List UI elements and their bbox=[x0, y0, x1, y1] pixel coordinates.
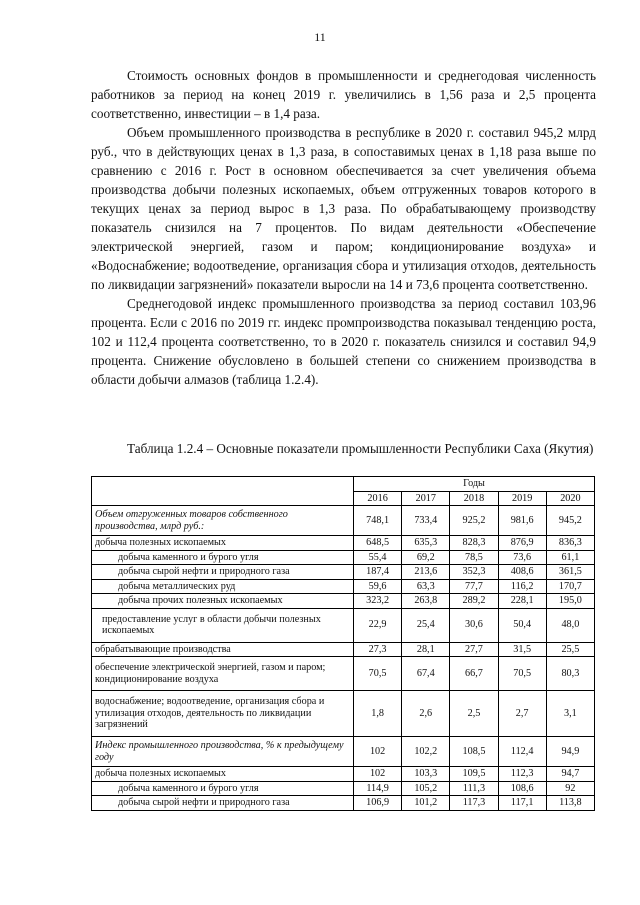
row-value: 102,2 bbox=[402, 737, 450, 767]
row-label: водоснабжение; водоотведение, организация сбора и утилизация отходов, деятельность по ликвидации загрязнений bbox=[92, 691, 354, 737]
row-value: 94,7 bbox=[546, 767, 594, 782]
row-value: 22,9 bbox=[354, 608, 402, 642]
row-value: 733,4 bbox=[402, 506, 450, 536]
row-value: 66,7 bbox=[450, 657, 498, 691]
body-text bbox=[91, 66, 596, 389]
row-value: 1,8 bbox=[354, 691, 402, 737]
row-value: 195,0 bbox=[546, 594, 594, 609]
row-value: 70,5 bbox=[498, 657, 546, 691]
row-value: 50,4 bbox=[498, 608, 546, 642]
row-value: 31,5 bbox=[498, 642, 546, 657]
table-row bbox=[92, 691, 595, 737]
row-label: добыча полезных ископаемых bbox=[92, 767, 354, 782]
row-value: 263,8 bbox=[402, 594, 450, 609]
row-value: 25,5 bbox=[546, 642, 594, 657]
table-caption-text: Таблица 1.2.4 – Основные показатели промышленности Республики Саха (Якутия) bbox=[127, 441, 594, 456]
row-value: 3,1 bbox=[546, 691, 594, 737]
row-value: 836,3 bbox=[546, 536, 594, 551]
row-value: 30,6 bbox=[450, 608, 498, 642]
row-value: 2,7 bbox=[498, 691, 546, 737]
table-row bbox=[92, 796, 595, 811]
row-value: 108,6 bbox=[498, 781, 546, 796]
row-value: 101,2 bbox=[402, 796, 450, 811]
table-caption bbox=[91, 440, 596, 457]
row-value: 228,1 bbox=[498, 594, 546, 609]
table-row bbox=[92, 608, 595, 642]
row-value: 635,3 bbox=[402, 536, 450, 551]
row-value: 828,3 bbox=[450, 536, 498, 551]
paragraph-3: Среднегодовой индекс промышленного производства за период составил 103,96 процента. Если с 2016 по 2019 гг. индекс промпроизводства показывал тенденцию роста, 102 и 112,4 процента соответственно, то в 2020 г. показатель снизился и составил 94,9 процента. Снижение обусловлено в большей степени со снижением производства в области добычи алмазов (таблица 1.2.4). bbox=[91, 296, 596, 387]
row-value: 27,7 bbox=[450, 642, 498, 657]
row-value: 106,9 bbox=[354, 796, 402, 811]
row-value: 77,7 bbox=[450, 579, 498, 594]
row-value: 69,2 bbox=[402, 550, 450, 565]
row-label: добыча прочих полезных ископаемых bbox=[92, 594, 354, 609]
table-row bbox=[92, 550, 595, 565]
table-row bbox=[92, 642, 595, 657]
row-value: 323,2 bbox=[354, 594, 402, 609]
row-value: 80,3 bbox=[546, 657, 594, 691]
row-value: 48,0 bbox=[546, 608, 594, 642]
table-row bbox=[92, 781, 595, 796]
page-number: 11 bbox=[314, 30, 326, 44]
row-value: 25,4 bbox=[402, 608, 450, 642]
row-label: добыча сырой нефти и природного газа bbox=[92, 796, 354, 811]
row-value: 102 bbox=[354, 767, 402, 782]
row-value: 117,3 bbox=[450, 796, 498, 811]
row-value: 2,6 bbox=[402, 691, 450, 737]
row-value: 109,5 bbox=[450, 767, 498, 782]
row-label: добыча полезных ископаемых bbox=[92, 536, 354, 551]
row-value: 112,3 bbox=[498, 767, 546, 782]
year-cell: 2020 bbox=[546, 491, 594, 506]
table-row bbox=[92, 594, 595, 609]
row-value: 55,4 bbox=[354, 550, 402, 565]
year-cell: 2019 bbox=[498, 491, 546, 506]
row-value: 116,2 bbox=[498, 579, 546, 594]
header-empty-cell bbox=[92, 477, 354, 506]
row-value: 59,6 bbox=[354, 579, 402, 594]
table-row bbox=[92, 565, 595, 580]
row-value: 925,2 bbox=[450, 506, 498, 536]
row-label: Индекс промышленного производства, % к предыдущему году bbox=[92, 737, 354, 767]
row-value: 213,6 bbox=[402, 565, 450, 580]
row-value: 748,1 bbox=[354, 506, 402, 536]
row-label: добыча каменного и бурого угля bbox=[92, 550, 354, 565]
row-value: 170,7 bbox=[546, 579, 594, 594]
row-label: обрабатывающие производства bbox=[92, 642, 354, 657]
row-value: 92 bbox=[546, 781, 594, 796]
row-value: 63,3 bbox=[402, 579, 450, 594]
row-value: 108,5 bbox=[450, 737, 498, 767]
row-value: 27,3 bbox=[354, 642, 402, 657]
year-cell: 2017 bbox=[402, 491, 450, 506]
row-value: 73,6 bbox=[498, 550, 546, 565]
row-value: 105,2 bbox=[402, 781, 450, 796]
row-value: 28,1 bbox=[402, 642, 450, 657]
row-value: 112,4 bbox=[498, 737, 546, 767]
paragraph-1: Стоимость основных фондов в промышленности и среднегодовая численность работников за период на конец 2019 г. увеличились в 1,56 раза и 2,5 процента соответственно, инвестиции – в 1,4 раза. bbox=[91, 68, 596, 121]
row-value: 2,5 bbox=[450, 691, 498, 737]
table-row bbox=[92, 767, 595, 782]
industry-indicators-table bbox=[91, 476, 595, 811]
table-header-row bbox=[92, 477, 595, 492]
row-label: обеспечение электрической энергией, газом и паром; кондиционирование воздуха bbox=[92, 657, 354, 691]
row-value: 408,6 bbox=[498, 565, 546, 580]
row-value: 289,2 bbox=[450, 594, 498, 609]
row-value: 78,5 bbox=[450, 550, 498, 565]
row-value: 70,5 bbox=[354, 657, 402, 691]
row-label: добыча металлических руд bbox=[92, 579, 354, 594]
row-value: 648,5 bbox=[354, 536, 402, 551]
row-value: 352,3 bbox=[450, 565, 498, 580]
table-row bbox=[92, 506, 595, 536]
table-row bbox=[92, 536, 595, 551]
years-header: Годы bbox=[354, 477, 595, 492]
table-row bbox=[92, 657, 595, 691]
row-value: 876,9 bbox=[498, 536, 546, 551]
row-value: 981,6 bbox=[498, 506, 546, 536]
paragraph-2: Объем промышленного производства в республике в 2020 г. составил 945,2 млрд руб., что в действующих ценах в 1,3 раза, в сопоставимых ценах в 1,18 раза выше по сравнению с 2016 г. Рост в основном обеспечивается за счет увеличения объема производства добычи полезных ископаемых, объем отгруженных товаров которого в текущих ценах за период вырос в 1,3 раза. По обрабатывающему производству показатель снизился на 7 процентов. По видам деятельности «Обеспечение электрической энергией, газом и паром; кондиционирование воздуха» и «Водоснабжение; водоотведение, организация сбора и утилизация отходов, деятельность по ликвидации загрязнений» показатели выросли на 14 и 73,6 процента соответственно. bbox=[91, 125, 596, 292]
row-value: 117,1 bbox=[498, 796, 546, 811]
row-value: 187,4 bbox=[354, 565, 402, 580]
row-label: добыча каменного и бурого угля bbox=[92, 781, 354, 796]
year-cell: 2016 bbox=[354, 491, 402, 506]
row-value: 103,3 bbox=[402, 767, 450, 782]
row-value: 113,8 bbox=[546, 796, 594, 811]
row-value: 67,4 bbox=[402, 657, 450, 691]
row-value: 945,2 bbox=[546, 506, 594, 536]
table-body bbox=[92, 506, 595, 811]
row-value: 114,9 bbox=[354, 781, 402, 796]
year-cell: 2018 bbox=[450, 491, 498, 506]
row-value: 111,3 bbox=[450, 781, 498, 796]
row-label: добыча сырой нефти и природного газа bbox=[92, 565, 354, 580]
row-value: 102 bbox=[354, 737, 402, 767]
row-label: Объем отгруженных товаров собственного производства, млрд руб.: bbox=[92, 506, 354, 536]
table-row bbox=[92, 579, 595, 594]
row-value: 61,1 bbox=[546, 550, 594, 565]
row-value: 94,9 bbox=[546, 737, 594, 767]
row-label: предоставление услуг в области добычи полезных ископаемых bbox=[92, 608, 354, 642]
row-value: 361,5 bbox=[546, 565, 594, 580]
table-row bbox=[92, 737, 595, 767]
